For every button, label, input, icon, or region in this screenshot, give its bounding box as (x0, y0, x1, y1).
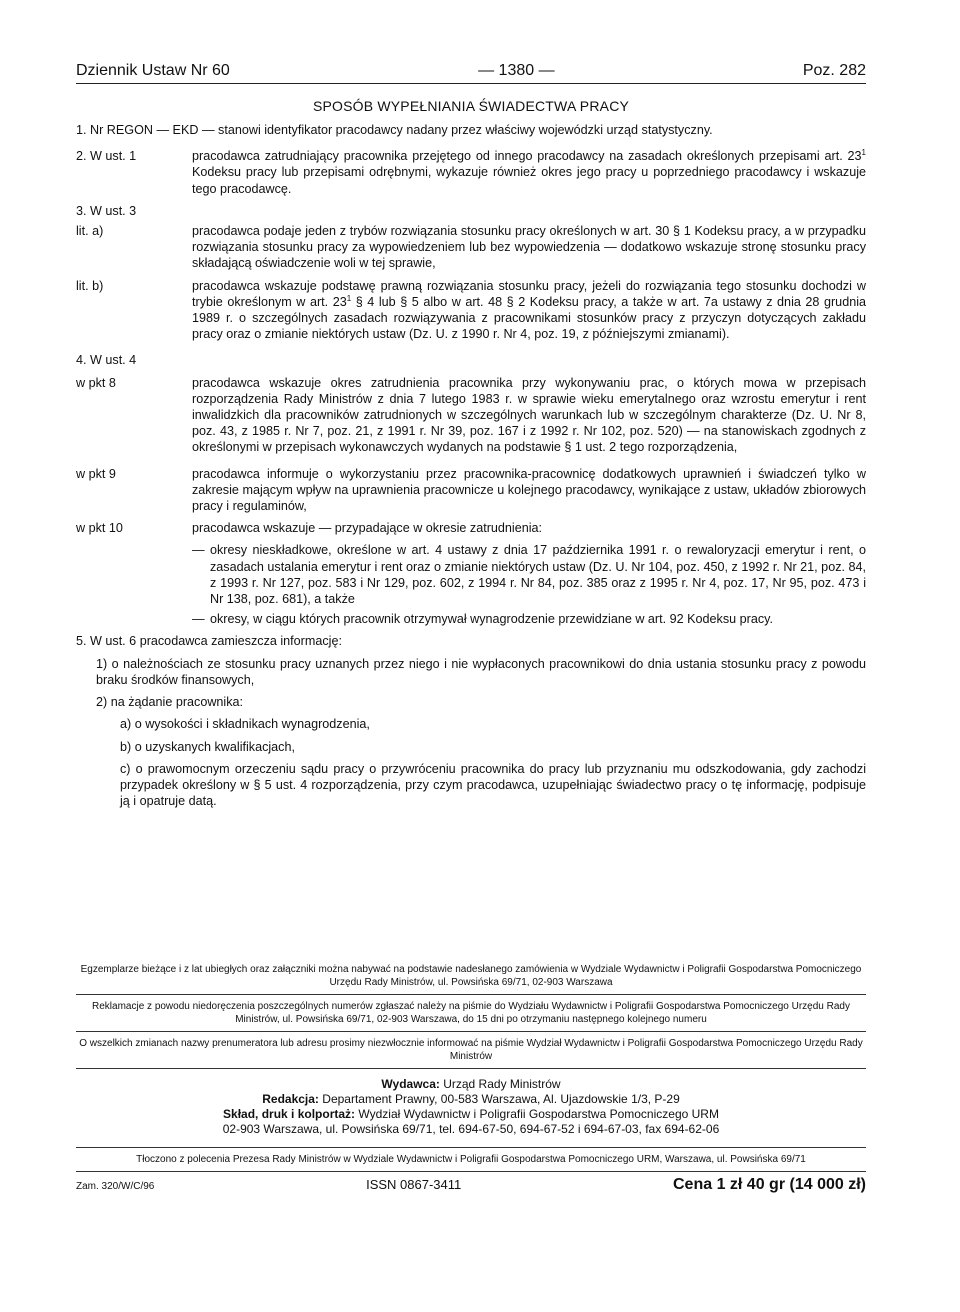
paragraph-2-text (192, 148, 866, 197)
publisher-value: Urząd Rady Ministrów (439, 1077, 561, 1091)
printing-line (76, 1107, 866, 1122)
contact-line: 02-903 Warszawa, ul. Powsińska 69/71, tel. 694-67-50, 694-67-52 i 694-67-03, fax 694-62-06 (222, 1122, 720, 1136)
paragraph-4-label: 4. W ust. 4 (76, 353, 137, 368)
paragraph-5-item-c: c) o prawomocnym orzeczeniu sądu pracy o przywróceniu pracownika do pracy lub przyznaniu mu odszkodowania, gdy zachodzi przypadek określony w § 5 ust. 4 rozporządzenia, przy czym pracodawca, uzupełniając świadectwo pracy o tę informację, podpisuje ją i opatruje datą. (120, 761, 866, 809)
editorial-line (76, 1092, 866, 1107)
paragraph-3b-label: lit. b) (76, 278, 104, 293)
pkt10-bullet-2 (192, 611, 866, 627)
pkt10-bullet-1 (192, 542, 866, 607)
paragraph-4-pkt9 (76, 466, 866, 515)
paragraph-3-label: 3. W ust. 3 (76, 203, 137, 218)
document-title: SPOSÓB WYPEŁNIANIA ŚWIADECTWA PRACY (312, 98, 630, 114)
editorial-value: Departament Prawny, 00-583 Warszawa, Al. Ujazdowskie 1/3, P-29 (318, 1092, 680, 1106)
paragraph-2-label: 2. W ust. 1 (76, 149, 137, 164)
publisher-block (76, 1068, 866, 1147)
publisher-label: Wydawca: (381, 1077, 440, 1091)
pkt9-text: pracodawca informuje o wykorzystaniu przez pracownika-pracownicę dodatkowych uprawnień i świadczeń tylko w zakresie mającym wpływ na uprawnienia pracownicze u kolejnego pracodawcy, wynikające z ustaw, układów zbiorowych pracy i regulaminów, (192, 466, 866, 514)
issn-number: ISSN 0867-3411 (366, 1177, 462, 1192)
paragraph-5-intro: 5. W ust. 6 pracodawca zamieszcza informację: (76, 634, 342, 649)
pkt10-label: w pkt 10 (76, 521, 123, 536)
dash-marker: — (192, 612, 205, 627)
paragraph-3b-text-a: pracodawca wskazuje podstawę prawną rozwiązania stosunku pracy, jeżeli do rozwiązania tego stosunku dochodzi w trybie określonym w art. 23 (192, 278, 866, 309)
printing-label: Skład, druk i kolportaż: (223, 1107, 356, 1121)
paragraph-3a (76, 223, 866, 272)
footer-address-change-info: O wszelkich zmianach nazwy prenumeratora lub adresu prosimy niezwłocznie informować na piśmie Wydział Wydawnictw i Poligrafii Gospodarstwa Pomocniczego Urzędu Rady Ministrów (76, 1031, 866, 1068)
printing-note: Tłoczono z polecenia Prezesa Rady Ministrów w Wydziale Wydawnictw i Poligrafii Gospodarstwa Pomocniczego URM, Warszawa, ul. Powsińska 69/71 (76, 1147, 866, 1171)
publication-footer (76, 958, 866, 1193)
dash-marker: — (192, 543, 205, 558)
position-number: Poz. 282 (802, 62, 866, 79)
pkt10-content (192, 520, 866, 627)
pkt10-text: pracodawca wskazuje — przypadające w okresie zatrudnienia: (192, 521, 543, 536)
paragraph-5-item-2: 2) na żądanie pracownika: (96, 695, 244, 710)
paragraph-2-text-b: Kodeksu pracy lub przepisami odrębnymi, wykazuje również okres jego pracy u poprzedniego pracodawcy i wskazuje tego pracodawcę. (192, 165, 866, 196)
footer-purchase-info: Egzemplarze bieżące i z lat ubiegłych oraz załączniki można nabywać na podstawie nadesłanego zamówienia w Wydziale Wydawnictw i Poligrafii Gospodarstwa Pomocniczego Urzędu Rady Ministrów, ul. Powsińska 69/71, 02-903 Warszawa (80, 964, 862, 988)
paragraph-3a-text: pracodawca podaje jeden z trybów rozwiązania stosunku pracy określonych w art. 30 § 1 Kodeksu pracy, a w przypadku rozwiązania stosunku pracy za wypowiedzeniem lub bez wypowiedzenia — dodatkowo wskazuje stronę stosunku pracy składającą oświadczenie woli w tej sprawie, (192, 224, 866, 271)
order-number: Zam. 320/W/C/96 (76, 1181, 155, 1192)
paragraph-5-item-1: 1) o należnościach ze stosunku pracy uznanych przez niego i nie wypłaconych pracownikowi do dnia ustania stosunku pracy z powodu braku środków finansowych, (96, 656, 866, 687)
bullet-1-text: okresy nieskładkowe, określone w art. 4 ustawy z dnia 17 października 1991 r. o rewaloryzacji emerytur i rent, o zasadach ustalania emerytur i rent oraz o zmianie niektórych ustaw (Dz. U. Nr 104, poz. 450, z 1992 r. Nr 21, poz. 84, z 1993 r. Nr 127, poz. 583 i Nr 129, poz. 602, z 1994 r. Nr 84, poz. 385 oraz z 1995 r. Nr 4, poz. 17, Nr 95, poz. 473 i Nr 138, poz. 681), a także (210, 543, 866, 607)
paragraph-3b-text (192, 278, 866, 343)
paragraph-1: 1. Nr REGON — EKD — stanowi identyfikator pracodawcy nadany przez właściwy wojewódzki urząd statystyczny. (76, 123, 713, 137)
paragraph-4-pkt10 (76, 520, 866, 627)
pkt8-label: w pkt 8 (76, 375, 116, 390)
journal-name: Dziennik Ustaw Nr 60 (76, 62, 230, 79)
paragraph-3b-text-b: § 4 lub § 5 albo w art. 48 § 2 Kodeksu pracy, a także w art. 7a ustawy z dnia 28 grudnia 1989 r. o szczególnych zasadach rozwiązywania z pracownikami stosunków pracy z przyczyn dotyczących zakładu pracy oraz o zmianie niektórych ustaw (Dz. U. z 1990 r. Nr 4, poz. 19, z późniejszymi zmianami). (192, 294, 866, 342)
document-page (76, 62, 866, 809)
pkt9-label: w pkt 9 (76, 466, 116, 481)
editorial-label: Redakcja: (262, 1092, 319, 1106)
price-label: Cena 1 zł 40 gr (14 000 zł) (673, 1176, 866, 1193)
page-number: — 1380 — (478, 62, 555, 79)
paragraph-3b-sup: 1 (346, 293, 352, 303)
printing-value: Wydział Wydawnictw i Poligrafii Gospodarstwa Pomocniczego URM (355, 1107, 719, 1121)
paragraph-2 (76, 148, 866, 197)
bullet-2-text: okresy, w ciągu których pracownik otrzymywał wynagrodzenie przewidziane w art. 92 Kodeksu pracy. (210, 612, 773, 627)
publisher-line (76, 1077, 866, 1092)
paragraph-4-pkt8 (76, 375, 866, 456)
footer-complaints-info: Reklamacje z powodu niedoręczenia poszczególnych numerów zgłaszać należy na piśmie do Wydziału Wydawnictw i Poligrafii Gospodarstwa Pomocniczego Urzędu Rady Ministrów, ul. Powsińska 69/71, 02-903 Warszawa, do 15 dni po otrzymaniu następnego kolejnego numeru (76, 994, 866, 1031)
paragraph-2-text-a: pracodawca zatrudniający pracownika przejętego od innego pracodawcy na zasadach określonych przepisami art. 23 (192, 149, 862, 164)
document-body (76, 122, 866, 809)
paragraph-5-item-b: b) o uzyskanych kwalifikacjach, (120, 739, 295, 754)
paragraph-3b (76, 278, 866, 343)
paragraph-3a-label: lit. a) (76, 224, 104, 239)
pkt8-text: pracodawca wskazuje okres zatrudnienia pracownika przy wykonywaniu prac, o których mowa w przepisach rozporządzenia Rady Ministrów z dnia 7 lutego 1983 r. w sprawie wieku emerytalnego oraz wzrostu emerytur i rent inwalidzkich dla pracowników zatrudnionych w szczególnych warunkach lub w szczególnym charakterze (Dz. U. Nr 8, poz. 43, z 1985 r. Nr 7, poz. 21, z 1991 r. Nr 39, poz. 167 i z 1992 r. Nr 102, poz. 520) — na stanowiskach zgodnych z określonymi w przepisach wykonawczych wydanych na podstawie § 1 ust. 2 tego rozporządzenia, (192, 375, 866, 455)
page-header (76, 62, 866, 84)
paragraph-2-sup: 1 (861, 148, 866, 158)
footer-bottom-row (76, 1171, 866, 1193)
paragraph-5-item-a: a) o wysokości i składnikach wynagrodzenia, (120, 717, 370, 732)
